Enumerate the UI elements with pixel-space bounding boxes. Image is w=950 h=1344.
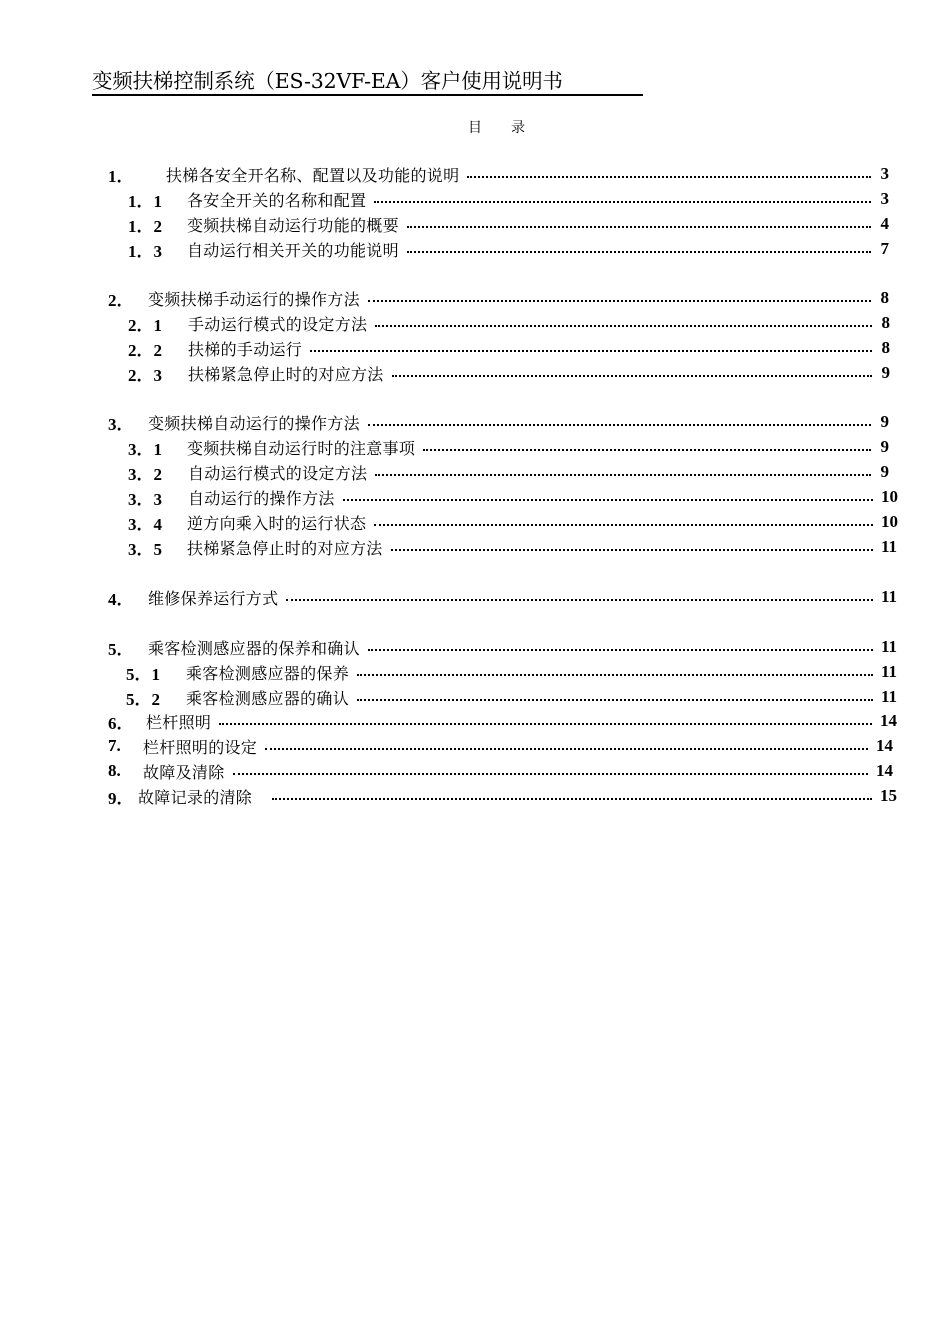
toc-entry-title: 变频扶梯自动运行时的注意事项 — [187, 438, 416, 458]
toc-entry-number: 6． — [108, 713, 134, 733]
toc-entry-2[interactable] — [108, 286, 889, 310]
toc-entry-page: 8 — [881, 313, 890, 332]
dot-leader — [286, 585, 873, 609]
toc-entry-title: 逆方向乘入时的运行状态 — [187, 513, 367, 533]
toc-entry-page: 9 — [880, 462, 889, 481]
toc-entry-title: 故障及清除 — [143, 762, 225, 782]
toc-heading — [468, 117, 525, 137]
toc-entry-number: 2．3 — [128, 365, 162, 385]
toc-entry-5[interactable] — [108, 635, 897, 659]
toc-entry-9[interactable] — [108, 784, 897, 808]
toc-entry-page: 11 — [880, 637, 897, 656]
toc-entry-page: 10 — [881, 512, 898, 531]
dot-leader — [368, 410, 871, 434]
toc-entry-number: 5．1 — [126, 664, 160, 684]
toc-entry-page: 14 — [876, 761, 893, 780]
toc-entry-number: 2．1 — [128, 315, 162, 335]
toc-entry-page: 7 — [880, 239, 889, 258]
toc-entry-number: 3．2 — [128, 464, 162, 484]
toc-entry-page: 15 — [880, 786, 897, 805]
toc-entry-number: 5．2 — [126, 689, 160, 709]
dot-leader — [265, 734, 868, 758]
toc-entry-number: 3． — [108, 414, 134, 434]
toc-entry-page: 14 — [880, 711, 897, 730]
toc-entry-3-4[interactable] — [128, 510, 898, 534]
dot-leader — [310, 336, 872, 360]
dot-leader — [368, 286, 871, 310]
dot-leader — [407, 237, 871, 261]
toc-entry-number: 1．1 — [128, 191, 162, 211]
toc-entry-page: 3 — [880, 189, 889, 208]
toc-entry-number: 8. — [108, 761, 121, 780]
toc-entry-1[interactable] — [108, 162, 889, 186]
dot-leader — [219, 709, 872, 733]
toc-entry-title: 栏杆照明的设定 — [143, 737, 258, 757]
toc-entry-title: 自动运行的操作方法 — [188, 488, 335, 508]
toc-entry-page: 9 — [880, 412, 889, 431]
toc-entry-page: 8 — [880, 288, 889, 307]
toc-entry-title: 各安全开关的名称和配置 — [187, 190, 367, 210]
toc-entry-title: 扶梯紧急停止时的对应方法 — [188, 364, 384, 384]
dot-leader — [368, 635, 873, 659]
toc-heading-left: 目 — [468, 120, 482, 136]
toc-entry-number: 1．2 — [128, 216, 162, 236]
toc-entry-1-2[interactable] — [128, 212, 889, 236]
toc-entry-title: 扶梯各安全开名称、配置以及功能的说明 — [166, 165, 460, 185]
toc-entry-title: 栏杆照明 — [146, 712, 212, 732]
toc-entry-title: 自动运行相关开关的功能说明 — [187, 240, 399, 260]
toc-entry-number: 3．1 — [128, 439, 162, 459]
toc-entry-2-2[interactable] — [128, 336, 890, 360]
toc-entry-3-2[interactable] — [128, 460, 889, 484]
toc-entry-page: 8 — [881, 338, 890, 357]
toc-entry-3-1[interactable] — [128, 435, 889, 459]
toc-entry-5-2[interactable] — [126, 685, 897, 709]
toc-entry-title: 变频扶梯自动运行功能的概要 — [187, 215, 399, 235]
toc-entry-3-3[interactable] — [128, 485, 898, 509]
dot-leader — [407, 212, 871, 236]
toc-entry-2-1[interactable] — [128, 311, 890, 335]
toc-entry-page: 4 — [880, 214, 889, 233]
dot-leader — [374, 187, 871, 211]
dot-leader — [375, 460, 871, 484]
dot-leader — [233, 759, 868, 783]
toc-entry-page: 9 — [881, 363, 890, 382]
toc-entry-1-3[interactable] — [128, 237, 889, 261]
toc-entry-title: 变频扶梯手动运行的操作方法 — [148, 289, 360, 309]
dot-leader — [392, 361, 872, 385]
toc-entry-3[interactable] — [108, 410, 889, 434]
toc-entry-title: 变频扶梯自动运行的操作方法 — [148, 413, 360, 433]
toc-entry-number: 3．3 — [128, 489, 162, 509]
toc-entry-number: 7. — [108, 736, 121, 755]
dot-leader — [357, 660, 873, 684]
toc-entry-page: 11 — [880, 537, 897, 556]
toc-entry-4[interactable] — [108, 585, 897, 609]
dot-leader — [423, 435, 871, 459]
toc-entry-title: 扶梯紧急停止时的对应方法 — [187, 538, 383, 558]
toc-entry-number: 2．2 — [128, 340, 162, 360]
dot-leader — [272, 784, 872, 808]
toc-entry-page: 11 — [880, 662, 897, 681]
toc-entry-title: 维修保养运行方式 — [148, 588, 279, 608]
dot-leader — [343, 485, 873, 509]
toc-entry-number: 3．4 — [128, 514, 162, 534]
toc-entry-page: 9 — [880, 437, 889, 456]
toc-entry-number: 3．5 — [128, 539, 162, 559]
dot-leader — [375, 311, 872, 335]
toc-entry-7[interactable] — [108, 734, 893, 758]
document-header — [92, 62, 643, 96]
toc-entry-page: 14 — [876, 736, 893, 755]
toc-entry-6[interactable] — [108, 709, 897, 733]
toc-entry-8[interactable] — [108, 759, 893, 783]
toc-entry-number: 9． — [108, 788, 134, 808]
toc-entry-title: 乘客检测感应器的确认 — [186, 688, 350, 708]
dot-leader — [467, 162, 871, 186]
toc-entry-1-1[interactable] — [128, 187, 889, 211]
toc-entry-title: 故障记录的清除 — [138, 787, 253, 807]
dot-leader — [374, 510, 873, 534]
toc-entry-title: 扶梯的手动运行 — [188, 339, 303, 359]
dot-leader — [391, 535, 873, 559]
toc-entry-title: 乘客检测感应器的保养 — [186, 663, 350, 683]
toc-entry-page: 11 — [880, 687, 897, 706]
toc-entry-title: 手动运行模式的设定方法 — [188, 314, 368, 334]
toc-entry-2-3[interactable] — [128, 361, 890, 385]
toc-entry-number: 4． — [108, 589, 134, 609]
document-title: 变频扶梯控制系统（ES-32VF-EA）客户使用说明书 — [92, 69, 563, 93]
toc-entry-title: 乘客检测感应器的保养和确认 — [148, 638, 360, 658]
toc-entry-page: 10 — [881, 487, 898, 506]
toc-entry-number: 1．3 — [128, 241, 162, 261]
toc-entry-number: 5． — [108, 639, 134, 659]
dot-leader — [357, 685, 873, 709]
toc-entry-page: 3 — [880, 164, 889, 183]
toc-entry-5-1[interactable] — [126, 660, 897, 684]
toc-heading-right: 录 — [511, 120, 525, 136]
toc-entry-number: 1． — [108, 166, 134, 186]
toc-entry-number: 2． — [108, 290, 134, 310]
toc-entry-3-5[interactable] — [128, 535, 897, 559]
toc-entry-page: 11 — [880, 587, 897, 606]
toc-entry-title: 自动运行模式的设定方法 — [188, 463, 368, 483]
